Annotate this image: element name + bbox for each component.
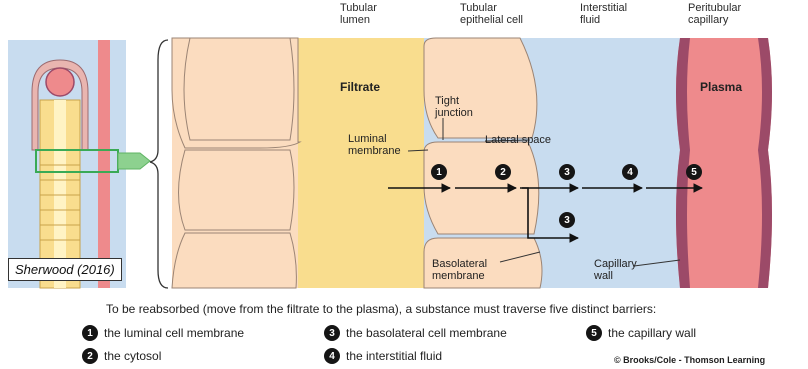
legend-number-3: 3 [324,325,340,341]
legend-item-5 [586,325,696,341]
legend-item-3 [324,325,507,341]
filtrate-label: Filtrate [340,80,381,94]
plasma-label: Plasma [700,80,743,94]
brace [150,40,168,288]
header-tubular-lumen: Tubular lumen [340,2,377,26]
epithelial-cell-top [424,38,537,138]
zoom-arrow [118,153,150,169]
legend-number-5: 5 [586,325,602,341]
inset-glomerulus [46,68,74,96]
luminal-membrane-label: Luminal membrane [348,133,401,157]
legend-text-5: the capillary wall [608,326,697,340]
capillary-wall-label: Capillary wall [594,258,637,282]
lateral-space-label: Lateral space [485,134,552,146]
legend-text-1: the luminal cell membrane [104,326,245,340]
legend-item-4 [324,348,442,364]
header-interstitial-fluid: Interstitial fluid [580,2,628,26]
caption: To be reabsorbed (move from the filtrate to the plasma), a substance must traverse five distinct barriers: [106,302,657,316]
legend-text-4: the interstitial fluid [346,349,443,363]
legend-item-2 [82,348,161,364]
legend-text-2: the cytosol [104,349,162,363]
inset-capillary [98,40,110,288]
step-number-3: 3 [559,164,575,180]
basolateral-membrane-label: Basolateral membrane [432,258,488,282]
legend-number-2: 2 [82,348,98,364]
filtrate-region [298,38,424,288]
step-number-4: 4 [622,164,638,180]
step-number-3-lateral: 3 [559,212,575,228]
step-number-1: 1 [431,164,447,180]
legend-number-4: 4 [324,348,340,364]
step-number-2: 2 [495,164,511,180]
tight-junction-label: Tight junction [435,95,473,119]
header-epithelial-cell: Tubular epithelial cell [460,2,523,26]
nephron-inset [8,40,150,288]
legend-text-3: the basolateral cell membrane [346,326,507,340]
step-number-5: 5 [686,164,702,180]
capillary-plasma [676,38,772,288]
legend-item-1 [82,325,244,341]
legend-number-1: 1 [82,325,98,341]
citation-box: Sherwood (2016) [8,258,122,281]
copyright: © Brooks/Cole - Thomson Learning [614,355,766,365]
header-peritubular-capillary: Peritubular capillary [688,2,742,26]
